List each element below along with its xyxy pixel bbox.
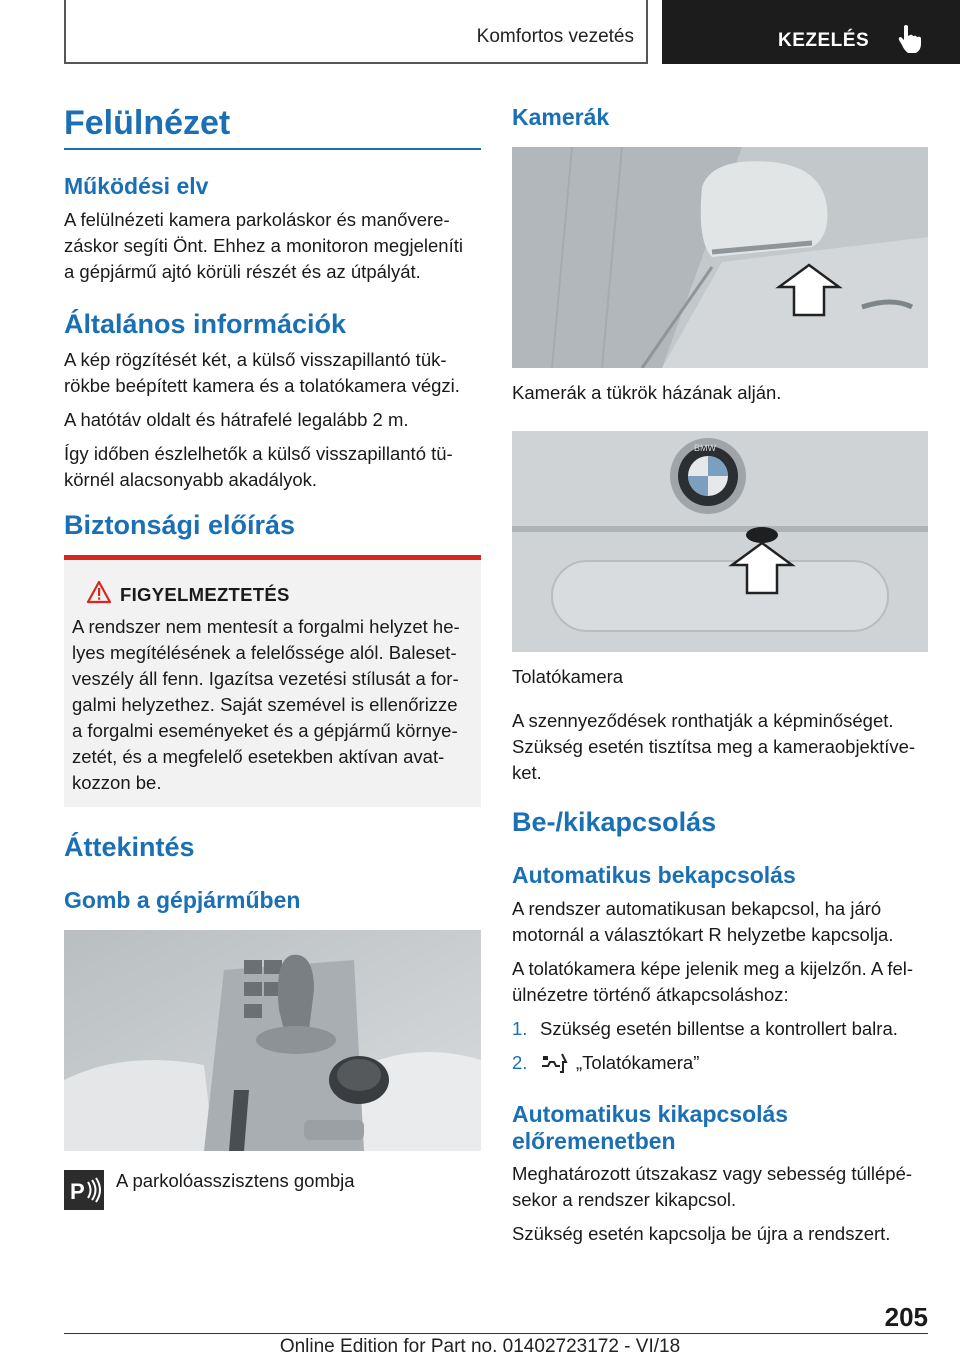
- text-line: A felülnézeti kamera parkoláskor és manővere-: [64, 209, 450, 230]
- text-line: ket.: [512, 762, 542, 783]
- text-line: ülnézetre történő átkapcsoláshoz:: [512, 984, 789, 1005]
- text-line: Így időben észlelhetők a külső visszapillantó tü-: [64, 443, 453, 464]
- text-line: Szükség esetén kapcsolja be újra a rendszert.: [512, 1223, 891, 1244]
- auto-on-heading: Automatikus bekapcsolás: [512, 862, 796, 888]
- steps-list: [512, 1016, 932, 1076]
- auto-on-text: [512, 896, 932, 1008]
- heading-line: előremenetben: [512, 1128, 676, 1154]
- text-line: A kép rögzítését két, a külső visszapillantó tük-: [64, 349, 447, 370]
- header-section-title: Komfortos vezetés: [476, 26, 634, 47]
- header-chapter-title: KEZELÉS: [778, 30, 870, 51]
- auto-off-heading: [512, 1101, 788, 1155]
- text-line: A rendszer automatikusan bekapcsol, ha járó: [512, 898, 882, 919]
- text-line: galmi helyzethez. Saját szemével is ellenőrizze: [72, 694, 458, 715]
- overview-subheading: Gomb a gépjárműben: [64, 887, 301, 913]
- general-text: [64, 347, 484, 493]
- onoff-heading: Be-/kikapcsolás: [512, 807, 717, 837]
- text-line: A hatótáv oldalt és hátrafelé legalább 2 m.: [64, 409, 409, 430]
- page-number: 205: [884, 1302, 928, 1332]
- list-item: [512, 1016, 932, 1042]
- footer-divider: [64, 1333, 928, 1334]
- text-line: záskor segíti Önt. Ehhez a monitoron megjeleníti: [64, 235, 463, 256]
- text-line: sekor a rendszer kikapcsol.: [512, 1189, 737, 1210]
- step-text: „Tolatókamera”: [576, 1052, 700, 1073]
- heading-line: Automatikus kikapcsolás: [512, 1101, 789, 1127]
- principle-text: [64, 207, 484, 285]
- hand-pointer-icon: [898, 24, 922, 59]
- text-line: veszély áll fenn. Igazítsa vezetési stílusát a for-: [72, 668, 459, 689]
- text-line: rökbe beépített kamera és a tolatókamera végzi.: [64, 375, 460, 396]
- step-text: Szükség esetén billentse a kontrollert balra.: [540, 1018, 898, 1039]
- text-line: zetét, és a megfelelő esetekben aktívan avat-: [72, 746, 445, 767]
- cameras-heading: Kamerák: [512, 104, 610, 130]
- page-title: Felülnézet: [64, 104, 231, 142]
- general-heading: Általános információk: [64, 309, 347, 339]
- rear-camera-caption: Tolatókamera: [512, 666, 624, 687]
- auto-off-text: [512, 1161, 932, 1247]
- warning-box: [64, 555, 481, 807]
- mirror-camera-image: [512, 147, 928, 368]
- step-number: 1.: [512, 1018, 528, 1039]
- header-chapter-box: [662, 0, 960, 64]
- principle-heading: Működési elv: [64, 173, 209, 199]
- text-line: kozzon be.: [72, 772, 162, 793]
- text-line: motornál a választókart R helyzetbe kapcsolja.: [512, 924, 894, 945]
- text-line: a gépjármű ajtó körüli részét és az útpályát.: [64, 261, 421, 282]
- overview-heading: Áttekintés: [64, 832, 195, 862]
- dirt-note: [512, 708, 932, 786]
- text-line: A tolatókamera képe jelenik meg a kijelzőn. A fel-: [512, 958, 914, 979]
- gear-console-image: [64, 930, 481, 1151]
- warning-text: [72, 614, 474, 796]
- text-line: Szükség esetén tisztítsa meg a kameraobjektíve-: [512, 736, 916, 757]
- mirror-caption: Kamerák a tükrök házának alján.: [512, 382, 782, 403]
- step-number: 2.: [512, 1052, 528, 1073]
- text-line: körnél alacsonyabb akadályok.: [64, 469, 317, 490]
- rear-camera-image: [512, 431, 928, 652]
- park-assist-caption: A parkolóasszisztens gombja: [116, 1170, 355, 1191]
- warning-triangle-icon: [86, 580, 112, 609]
- text-line: Meghatározott útszakasz vagy sebesség túllépé-: [512, 1163, 913, 1184]
- park-assist-button-icon: [64, 1170, 104, 1210]
- text-line: A rendszer nem mentesít a forgalmi helyzet he-: [72, 616, 460, 637]
- title-divider: [64, 148, 481, 150]
- svg-text:P: P: [70, 1179, 85, 1204]
- footer-edition: Online Edition for Part no. 01402723172 - VI/18: [279, 1336, 681, 1357]
- list-item: [512, 1050, 932, 1076]
- safety-heading: Biztonsági előírás: [64, 510, 296, 540]
- camera-view-icon: [540, 1052, 570, 1081]
- text-line: A szennyeződések ronthatják a képminőséget.: [512, 710, 894, 731]
- header-section-box: [64, 0, 648, 64]
- warning-title: FIGYELMEZTETÉS: [120, 584, 290, 605]
- text-line: lyes megítélésének a felelőssége alól. Baleset-: [72, 642, 457, 663]
- svg-text:BMW: BMW: [694, 443, 716, 453]
- text-line: a forgalmi eseményeket és a gépjármű környe-: [72, 720, 458, 741]
